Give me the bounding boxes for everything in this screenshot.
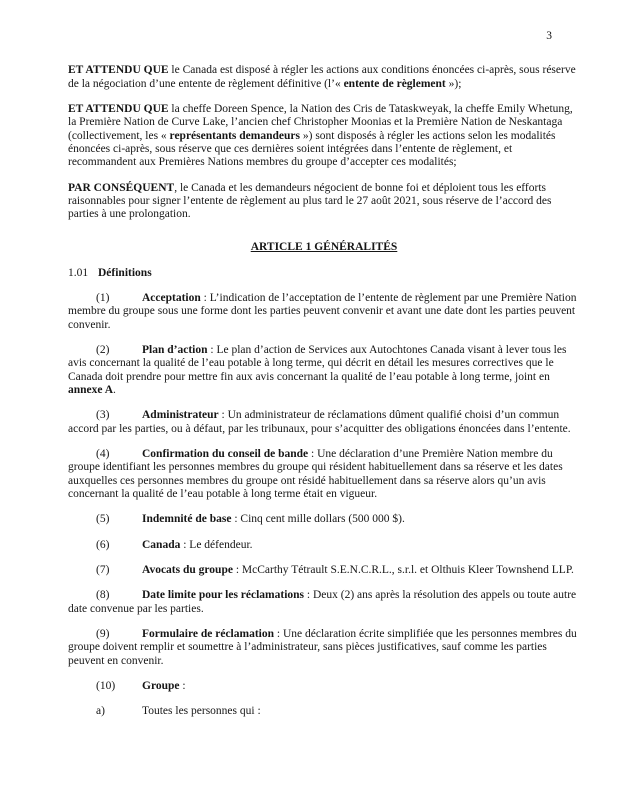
paragraph-block bbox=[68, 103, 580, 170]
text-run: représentants demandeurs bbox=[169, 129, 300, 142]
section-title: Définitions bbox=[98, 266, 152, 279]
paragraph-block bbox=[68, 182, 580, 222]
text-run: : Une déclaration d’une Première Nation membre du groupe identifiant les personnes membres du groupe qui résident habituellement dans sa réserve et les dates auxquelles ces personnes membres du groupe ont résidé habituellement dans sa réserve alors qu’un avis concernant la qualité de l’eau potable à long terme était en vigueur. bbox=[68, 448, 563, 501]
definition-number: (9) bbox=[96, 628, 110, 641]
text-run: ET ATTENDU QUE bbox=[68, 64, 169, 77]
text-run: : Deux (2) ans après la résolution des appels ou toute autre date convenue par les parties. bbox=[68, 589, 577, 615]
text-run: . bbox=[113, 384, 116, 397]
definition-block bbox=[68, 628, 580, 668]
text-run: : bbox=[179, 680, 186, 693]
definition-number: (8) bbox=[96, 589, 110, 602]
text-run: ») sont disposés à régler les actions selon les modalités énoncées ci-après, sous réserve que ces dernières soient intégrées dans l’entente de règlement, et recommandent aux Premières Nations membres du groupe d’accepter ces modalités; bbox=[68, 129, 556, 169]
definition-number: (1) bbox=[96, 292, 110, 305]
definition-number: (4) bbox=[96, 448, 110, 461]
text-run: le Canada est disposé à régler les actions aux conditions énoncées ci-après, sous réserve de la négociation d’une entente de règlement définitive (l’« bbox=[68, 64, 576, 90]
definition-block bbox=[68, 292, 580, 332]
definition-number: (3) bbox=[96, 409, 110, 422]
text-run: : McCarthy Tétrault S.E.N.C.R.L., s.r.l. et Olthuis Kleer Townshend LLP. bbox=[232, 564, 574, 577]
definition-number: (2) bbox=[96, 344, 110, 357]
text-run: entente de règlement bbox=[343, 77, 446, 90]
text-run: Administrateur bbox=[142, 409, 219, 422]
list-marker: a) bbox=[96, 705, 105, 718]
document-content bbox=[68, 64, 580, 718]
definition-block bbox=[68, 680, 580, 693]
page-header bbox=[0, 0, 624, 43]
definition-number: (10) bbox=[96, 680, 116, 693]
paragraph-block bbox=[68, 64, 580, 91]
subitem-block bbox=[68, 705, 580, 718]
text-run: Toutes les personnes qui : bbox=[142, 705, 261, 718]
text-run: ET ATTENDU QUE bbox=[68, 102, 169, 115]
text-run: annexe A bbox=[68, 384, 114, 397]
text-run: la cheffe Doreen Spence, la Nation des Cris de Tataskweyak, la cheffe Emily Whetung, la Première Nation de Curve Lake, l’ancien chef Christopher Moonias et la Première Nation de Neskantaga (collectivement, les « bbox=[68, 102, 573, 142]
text-run: Canada bbox=[142, 538, 181, 551]
definition-block bbox=[68, 589, 580, 616]
text-run: »); bbox=[445, 77, 462, 90]
text-run: : Le plan d’action de Services aux Autochtones Canada visant à lever tous les avis concernant la qualité de l’eau potable à long terme, qui décrit en détail les mesures correctives que le Canada doit prendre pour mettre fin aux avis concernant la qualité de l’eau potable à long terme, joint en bbox=[68, 344, 567, 383]
text-run: PAR CONSÉQUENT bbox=[68, 181, 175, 194]
text-run: Formulaire de réclamation bbox=[142, 628, 275, 641]
section-block bbox=[68, 267, 580, 280]
text-run: Confirmation du conseil de bande bbox=[142, 448, 309, 461]
definition-block bbox=[68, 344, 580, 397]
heading-block bbox=[68, 241, 580, 254]
definition-block bbox=[68, 409, 580, 436]
text-run: Avocats du groupe bbox=[142, 564, 233, 577]
text-run: Date limite pour les réclamations bbox=[142, 589, 305, 602]
definition-number: (5) bbox=[96, 513, 110, 526]
text-run: : Une déclaration écrite simplifiée que les personnes membres du groupe doivent remplir et soumettre à l’administrateur, sans pièces justificatives, sauf comme les parties peuvent en convenir. bbox=[68, 628, 577, 667]
definition-number: (7) bbox=[96, 564, 110, 577]
text-run: : L’indication de l’acceptation de l’entente de règlement par une Première Nation membre du groupe sous une forme dont les parties peuvent convenir et avant une date dont les parties peuvent convenir. bbox=[68, 292, 577, 331]
text-run: Groupe bbox=[142, 680, 180, 693]
text-run: Indemnité de base bbox=[142, 513, 232, 526]
text-run: : Un administrateur de réclamations dûment qualifié choisi d’un commun accord par les parties, ou à défaut, par les tribunaux, pour s’acquitter des obligations énoncées dans l’entente. bbox=[68, 409, 571, 435]
definition-block bbox=[68, 513, 580, 526]
text-run: Acceptation bbox=[142, 292, 201, 305]
text-run: Plan d’action bbox=[142, 344, 208, 357]
text-run: : Cinq cent mille dollars (500 000 $). bbox=[231, 513, 405, 526]
page-number: 3 bbox=[546, 30, 552, 42]
definition-block bbox=[68, 539, 580, 552]
definition-block bbox=[68, 448, 580, 501]
definition-number: (6) bbox=[96, 538, 110, 551]
section-number: 1.01 bbox=[68, 266, 89, 279]
heading-text: ARTICLE 1 GÉNÉRALITÉS bbox=[250, 240, 398, 253]
definition-block bbox=[68, 564, 580, 577]
text-run: : Le défendeur. bbox=[180, 538, 253, 551]
text-run: , le Canada et les demandeurs négocient de bonne foi et déploient tous les efforts raisonnables pour signer l’entente de règlement au plus tard le 27 août 2021, sous réserve de l’accord des parties à une prolongation. bbox=[68, 181, 552, 221]
